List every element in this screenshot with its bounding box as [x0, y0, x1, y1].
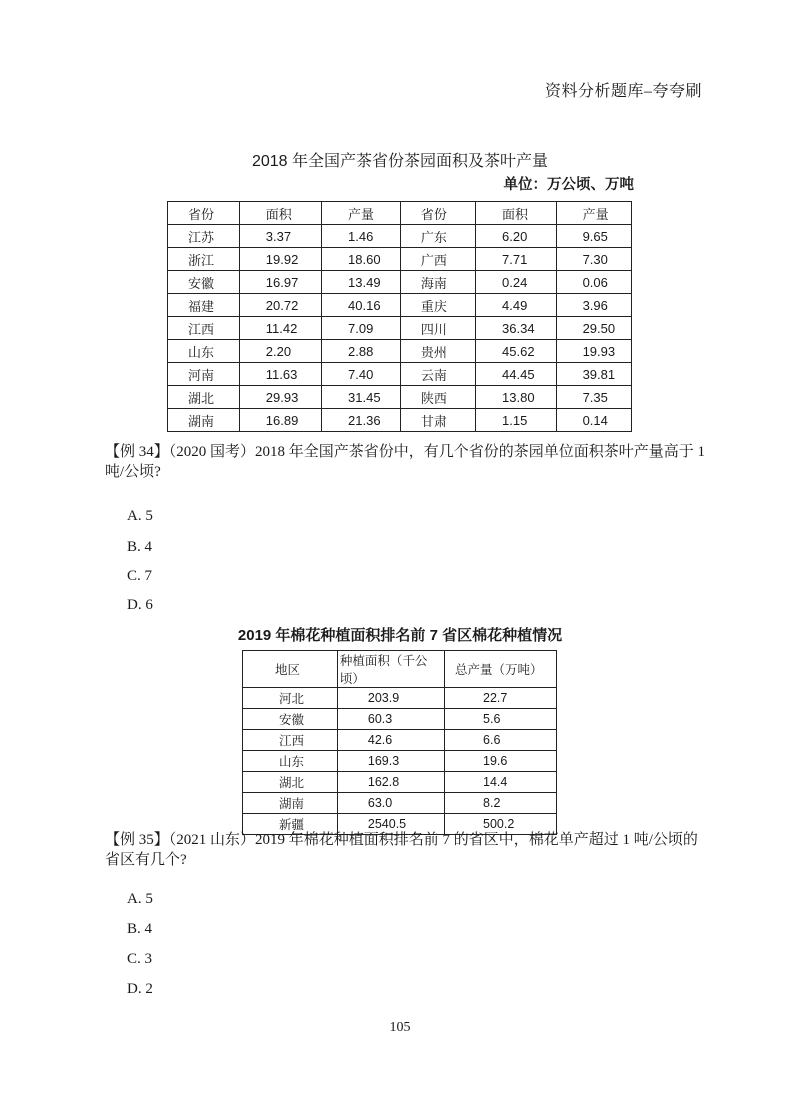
table2-header-row: [243, 651, 557, 688]
table1-cell: 湖南: [168, 409, 240, 432]
table2-cell: 63.0: [337, 793, 444, 814]
table2-header-cell: 种植面积（千公顷）: [337, 651, 444, 688]
table2-cell: 60.3: [337, 709, 444, 730]
table1-cell: 海南: [400, 271, 475, 294]
table2-cell: 江西: [243, 730, 338, 751]
table1-cell: 19.92: [239, 248, 321, 271]
table2-cell: 6.6: [445, 730, 557, 751]
table1-header-row: [168, 202, 632, 225]
page-number: 105: [389, 1020, 411, 1035]
page-header: 资料分析题库–夸夸刷: [544, 83, 702, 100]
q35-option-b: B. 4: [127, 921, 153, 937]
table1-row: [168, 271, 632, 294]
table1-cell: 20.72: [239, 294, 321, 317]
table1-cell: 19.93: [556, 340, 631, 363]
table1-cell: 广东: [400, 225, 475, 248]
table1-cell: 11.42: [239, 317, 321, 340]
table1-unit: 单位：万公顷、万吨: [503, 177, 634, 193]
table1-cell: 7.71: [476, 248, 557, 271]
table1-cell: 湖北: [168, 386, 240, 409]
table1-row: [168, 386, 632, 409]
table2-row: [243, 688, 557, 709]
table1-cell: 40.16: [322, 294, 401, 317]
table1-cell: 0.14: [556, 409, 631, 432]
table1-cell: 29.50: [556, 317, 631, 340]
table1-cell: 11.63: [239, 363, 321, 386]
q34-option-d: D. 6: [127, 597, 153, 613]
table1-cell: 0.24: [476, 271, 557, 294]
table2-cell: 5.6: [445, 709, 557, 730]
table1-cell: 3.37: [239, 225, 321, 248]
table1-cell: 1.15: [476, 409, 557, 432]
table2-title: 2019 年棉花种植面积排名前 7 省区棉花种植情况: [237, 627, 563, 644]
table1-header-cell: 产量: [556, 202, 631, 225]
table1-header-cell: 省份: [400, 202, 475, 225]
table2-cell: 14.4: [445, 772, 557, 793]
table1-cell: 重庆: [400, 294, 475, 317]
table1-row: [168, 409, 632, 432]
table2-cell: 河北: [243, 688, 338, 709]
table2-cell: 安徽: [243, 709, 338, 730]
table1-row: [168, 340, 632, 363]
table1-cell: 7.09: [322, 317, 401, 340]
table2-row: [243, 793, 557, 814]
table2-header-cell: 地区: [243, 651, 338, 688]
table2-cell: 22.7: [445, 688, 557, 709]
table1-cell: 45.62: [476, 340, 557, 363]
table1-row: [168, 317, 632, 340]
table1-cell: 四川: [400, 317, 475, 340]
table1-cell: 39.81: [556, 363, 631, 386]
table2-row: [243, 751, 557, 772]
table1-cell: 2.88: [322, 340, 401, 363]
table1-cell: 3.96: [556, 294, 631, 317]
tea-table: [167, 201, 632, 432]
q34-option-b: B. 4: [127, 539, 153, 555]
table2-cell: 8.2: [445, 793, 557, 814]
table1-cell: 44.45: [476, 363, 557, 386]
table2-cell: 169.3: [337, 751, 444, 772]
question-35: 【例 35】（2021 山东）2019 年棉花种植面积排名前 7 的省区中，棉花单产超过 1 吨/公顷的省区有几个?: [105, 832, 698, 868]
q34-option-c: C. 7: [127, 568, 153, 584]
table1-cell: 云南: [400, 363, 475, 386]
table2-cell: 湖南: [243, 793, 338, 814]
q35-option-c: C. 3: [127, 951, 153, 967]
table2-cell: 42.6: [337, 730, 444, 751]
table1-cell: 16.89: [239, 409, 321, 432]
table1-cell: 江西: [168, 317, 240, 340]
table1-row: [168, 225, 632, 248]
table1-cell: 陕西: [400, 386, 475, 409]
table1-cell: 0.06: [556, 271, 631, 294]
table1-cell: 广西: [400, 248, 475, 271]
table2-cell: 2540.5: [337, 814, 444, 835]
table1-cell: 7.40: [322, 363, 401, 386]
table1-cell: 18.60: [322, 248, 401, 271]
table1-cell: 7.35: [556, 386, 631, 409]
table1-cell: 甘肃: [400, 409, 475, 432]
table2-cell: 新疆: [243, 814, 338, 835]
table1-cell: 21.36: [322, 409, 401, 432]
q34-option-a: A. 5: [127, 508, 153, 524]
table1-header-cell: 省份: [168, 202, 240, 225]
table1-cell: 贵州: [400, 340, 475, 363]
table2-row: [243, 772, 557, 793]
table1-header-cell: 面积: [239, 202, 321, 225]
q35-option-a: A. 5: [127, 891, 153, 907]
table1-cell: 13.49: [322, 271, 401, 294]
table2-cell: 山东: [243, 751, 338, 772]
table1-cell: 13.80: [476, 386, 557, 409]
table1-cell: 31.45: [322, 386, 401, 409]
table2-cell: 162.8: [337, 772, 444, 793]
table1-row: [168, 248, 632, 271]
table1-cell: 4.49: [476, 294, 557, 317]
table1-cell: 山东: [168, 340, 240, 363]
table1-title: 2018 年全国产茶省份茶园面积及茶叶产量: [251, 153, 549, 170]
table2-cell: 19.6: [445, 751, 557, 772]
table2-cell: 湖北: [243, 772, 338, 793]
table1-cell: 7.30: [556, 248, 631, 271]
table1-header-cell: 面积: [476, 202, 557, 225]
table1-cell: 河南: [168, 363, 240, 386]
table1-cell: 16.97: [239, 271, 321, 294]
table1-cell: 6.20: [476, 225, 557, 248]
question-34: 【例 34】（2020 国考）2018 年全国产茶省份中，有几个省份的茶园单位面积茶叶产量高于 1 吨/公顷?: [105, 444, 706, 480]
table1-cell: 36.34: [476, 317, 557, 340]
table1-row: [168, 363, 632, 386]
table2-cell: 500.2: [445, 814, 557, 835]
table2-cell: 203.9: [337, 688, 444, 709]
table1-row: [168, 294, 632, 317]
table1-cell: 江苏: [168, 225, 240, 248]
table2-row: [243, 730, 557, 751]
table1-cell: 安徽: [168, 271, 240, 294]
table1-cell: 9.65: [556, 225, 631, 248]
table1-cell: 1.46: [322, 225, 401, 248]
q35-option-d: D. 2: [127, 981, 153, 997]
table1-cell: 29.93: [239, 386, 321, 409]
table1-cell: 福建: [168, 294, 240, 317]
table2-header-cell: 总产量（万吨）: [445, 651, 557, 688]
table2-row: [243, 709, 557, 730]
table1-header-cell: 产量: [322, 202, 401, 225]
table1-cell: 2.20: [239, 340, 321, 363]
table1-cell: 浙江: [168, 248, 240, 271]
cotton-table: [242, 650, 557, 835]
